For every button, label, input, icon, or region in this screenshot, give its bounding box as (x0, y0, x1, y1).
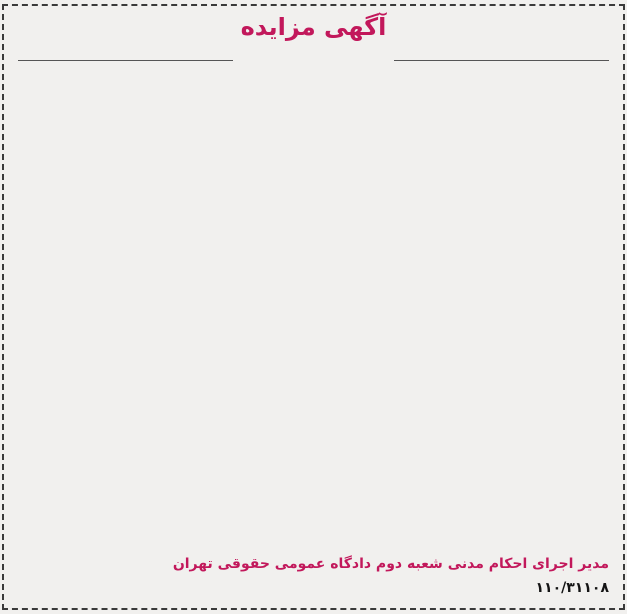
signature-line: مدیر اجرای احکام مدنی شعبه دوم دادگاه عمومی حقوقی تهران (172, 556, 609, 572)
body-line (18, 407, 609, 431)
title-rule-left (18, 60, 233, 61)
body-line (18, 212, 609, 236)
body-line (18, 164, 609, 188)
body-line (18, 432, 609, 456)
body-line (18, 481, 609, 505)
body-line (18, 310, 609, 334)
reference-number: ۱۱۰/۳۱۱۰۸ (535, 580, 609, 596)
body-line (18, 529, 609, 553)
body-line (18, 115, 609, 139)
body-line (18, 359, 609, 383)
body-line (18, 237, 609, 261)
body-line (18, 334, 609, 358)
notice-body (18, 66, 609, 554)
body-line (18, 286, 609, 310)
body-line (18, 139, 609, 163)
body-line (18, 188, 609, 212)
body-line (18, 261, 609, 285)
title-rule-right (394, 60, 609, 61)
body-line (18, 505, 609, 529)
body-line (18, 66, 609, 90)
body-line (18, 456, 609, 480)
body-line (18, 90, 609, 114)
notice-footer (18, 552, 609, 602)
body-line (18, 383, 609, 407)
notice-title: آگهی مزایده (240, 13, 387, 41)
